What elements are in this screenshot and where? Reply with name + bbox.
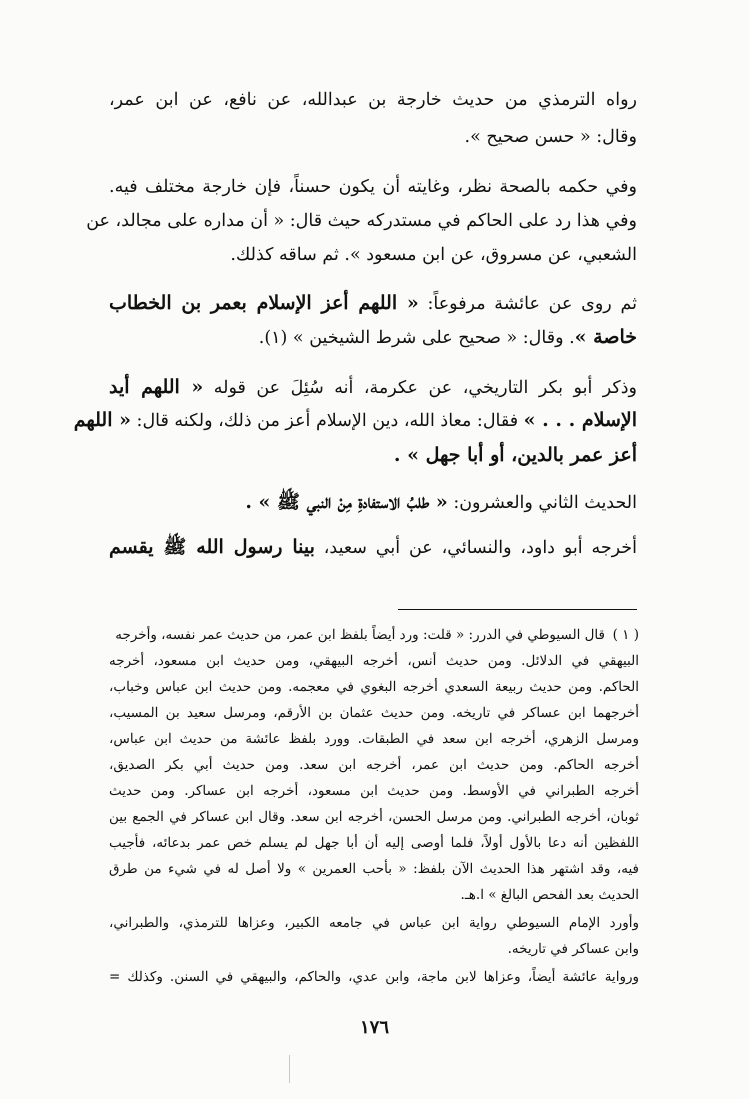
text-run: رواه الترمذي من حديث خارجة بن عبدالله، عن نافع، عن ابن عمر، xyxy=(109,90,637,110)
text-run: فقال: معاذ الله، دين الإسلام أعز من ذلك، ولكنه قال: xyxy=(130,411,524,431)
footnote-line: أخرجه الطبراني في الأوسط. ومن حديث ابن مسعود، أخرجه ابن عساكر. ومن حديث xyxy=(109,783,639,799)
bold-run: الإسلام . . . » xyxy=(523,409,637,431)
body-line-2 xyxy=(109,122,637,152)
text-run: الشعبي، عن مسروق، عن ابن مسعود ». ثم ساقه كذلك. xyxy=(230,245,637,265)
footnote-marker: ( ١ ) xyxy=(612,627,639,643)
footnote-line: ورواية عائشة أيضاً، وعزاها لابن ماجة، وابن عدي، والحاكم، والبيهقي في السنن. وكذلك = xyxy=(109,969,639,985)
body-line-4 xyxy=(86,206,637,236)
body-line-11 xyxy=(109,487,637,518)
text-run: الحديث الثاني والعشرون: xyxy=(447,493,637,513)
bold-run: خاصة » xyxy=(574,326,637,348)
bold-run: بينا رسول الله ﷺ يقسم xyxy=(109,536,315,558)
body-line-5 xyxy=(109,240,637,270)
bold-run: « اللهم أعز الإسلام بعمر بن الخطاب xyxy=(109,292,419,314)
bold-run: « طلبُ الاستفادةِ مِنْ النبي ﷺ » . xyxy=(245,491,448,513)
bold-run: « اللهم أيد xyxy=(109,376,204,398)
footnote-1-line-1: ( ١ ) قال السيوطي في الدرر: « قلت: ورد أيضاً بلفظ ابن عمر، من حديث عمر نفسه، وأخرجه xyxy=(109,622,639,648)
page-number: ١٧٦ xyxy=(359,1017,389,1038)
footnote-separator xyxy=(398,609,637,610)
body-line-1 xyxy=(109,85,637,115)
body-line-9 xyxy=(73,405,637,436)
body-line-3 xyxy=(109,172,637,202)
body-line-10 xyxy=(109,440,637,471)
footnote-line: أخرجه الحاكم. ومن حديث ابن عمر، أخرجه ابن سعد. ومن حديث أبي بكر الصديق، xyxy=(109,757,639,773)
scan-artifact xyxy=(289,1055,290,1083)
footnote-line: فيه، وقد اشتهر هذا الحديث الآن بلفظ: « بأحب العمرين » ولا أصل له في شيء من طرق xyxy=(109,861,639,877)
text-run: وقال: « حسن صحيح ». xyxy=(464,127,637,147)
text-run: أخرجه أبو داود، والنسائي، عن أبي سعيد، xyxy=(314,538,637,558)
footnote-line: ومرسل الزهري، أخرجه ابن سعد في الطبقات. وورد بلفظ عائشة من حديث ابن عباس، xyxy=(109,731,639,747)
text-run: . وقال: « صحيح على شرط الشيخين » (١). xyxy=(258,328,575,348)
body-line-6 xyxy=(109,288,637,319)
text-run: ثم روى عن عائشة مرفوعاً: xyxy=(418,294,637,314)
footnote-line: اللفظين أنه دعا بالأول أولاً، فلما أوصى إليه أن أبا جهل لم يسلم خص عمر بدعائه، فأجيب xyxy=(109,835,639,851)
footnote-line: وابن عساكر في تاريخه. xyxy=(507,941,639,957)
footnote-line: الحاكم. ومن حديث ربيعة السعدي أخرجه البغوي في معجمه. ومن حديث ابن عباس وخباب، xyxy=(109,679,639,695)
text-run: وذكر أبو بكر التاريخي، عن عكرمة، أنه سُئِلَ عن قوله xyxy=(203,378,638,398)
footnote-line: البيهقي في الدلائل. ومن حديث أنس، أخرجه البيهقي، ومن حديث ابن مسعود، أخرجه xyxy=(109,653,639,669)
text-run: وفي حكمه بالصحة نظر، وغايته أن يكون حسناً، فإن خارجة مختلف فيه. xyxy=(109,177,637,197)
bold-run: أعز عمر بالدين، أو أبا جهل » . xyxy=(393,444,637,466)
body-line-8 xyxy=(109,372,637,403)
text-run: وفي هذا رد على الحاكم في مستدركه حيث قال: « أن مداره على مجالد، عن xyxy=(86,211,637,231)
bold-run: « اللهم xyxy=(73,409,131,431)
body-line-12 xyxy=(109,532,637,563)
footnote-line: وأورد الإمام السيوطي رواية ابن عباس في جامعه الكبير، وعزاها للترمذي، والطبراني، xyxy=(109,915,639,931)
body-line-7 xyxy=(109,322,637,353)
footnote-line: أخرجهما ابن عساكر في تاريخه. ومن حديث عثمان بن الأرقم، ومرسل سعيد بن المسيب، xyxy=(109,705,639,721)
footnote-line: ثوبان، أخرجه الطبراني. ومن مرسل الحسن، أخرجه ابن سعد. وقال ابن عساكر في الجمع بين xyxy=(109,809,639,825)
footnote-line: الحديث بعد الفحص البالغ » ا.هـ. xyxy=(460,887,639,903)
